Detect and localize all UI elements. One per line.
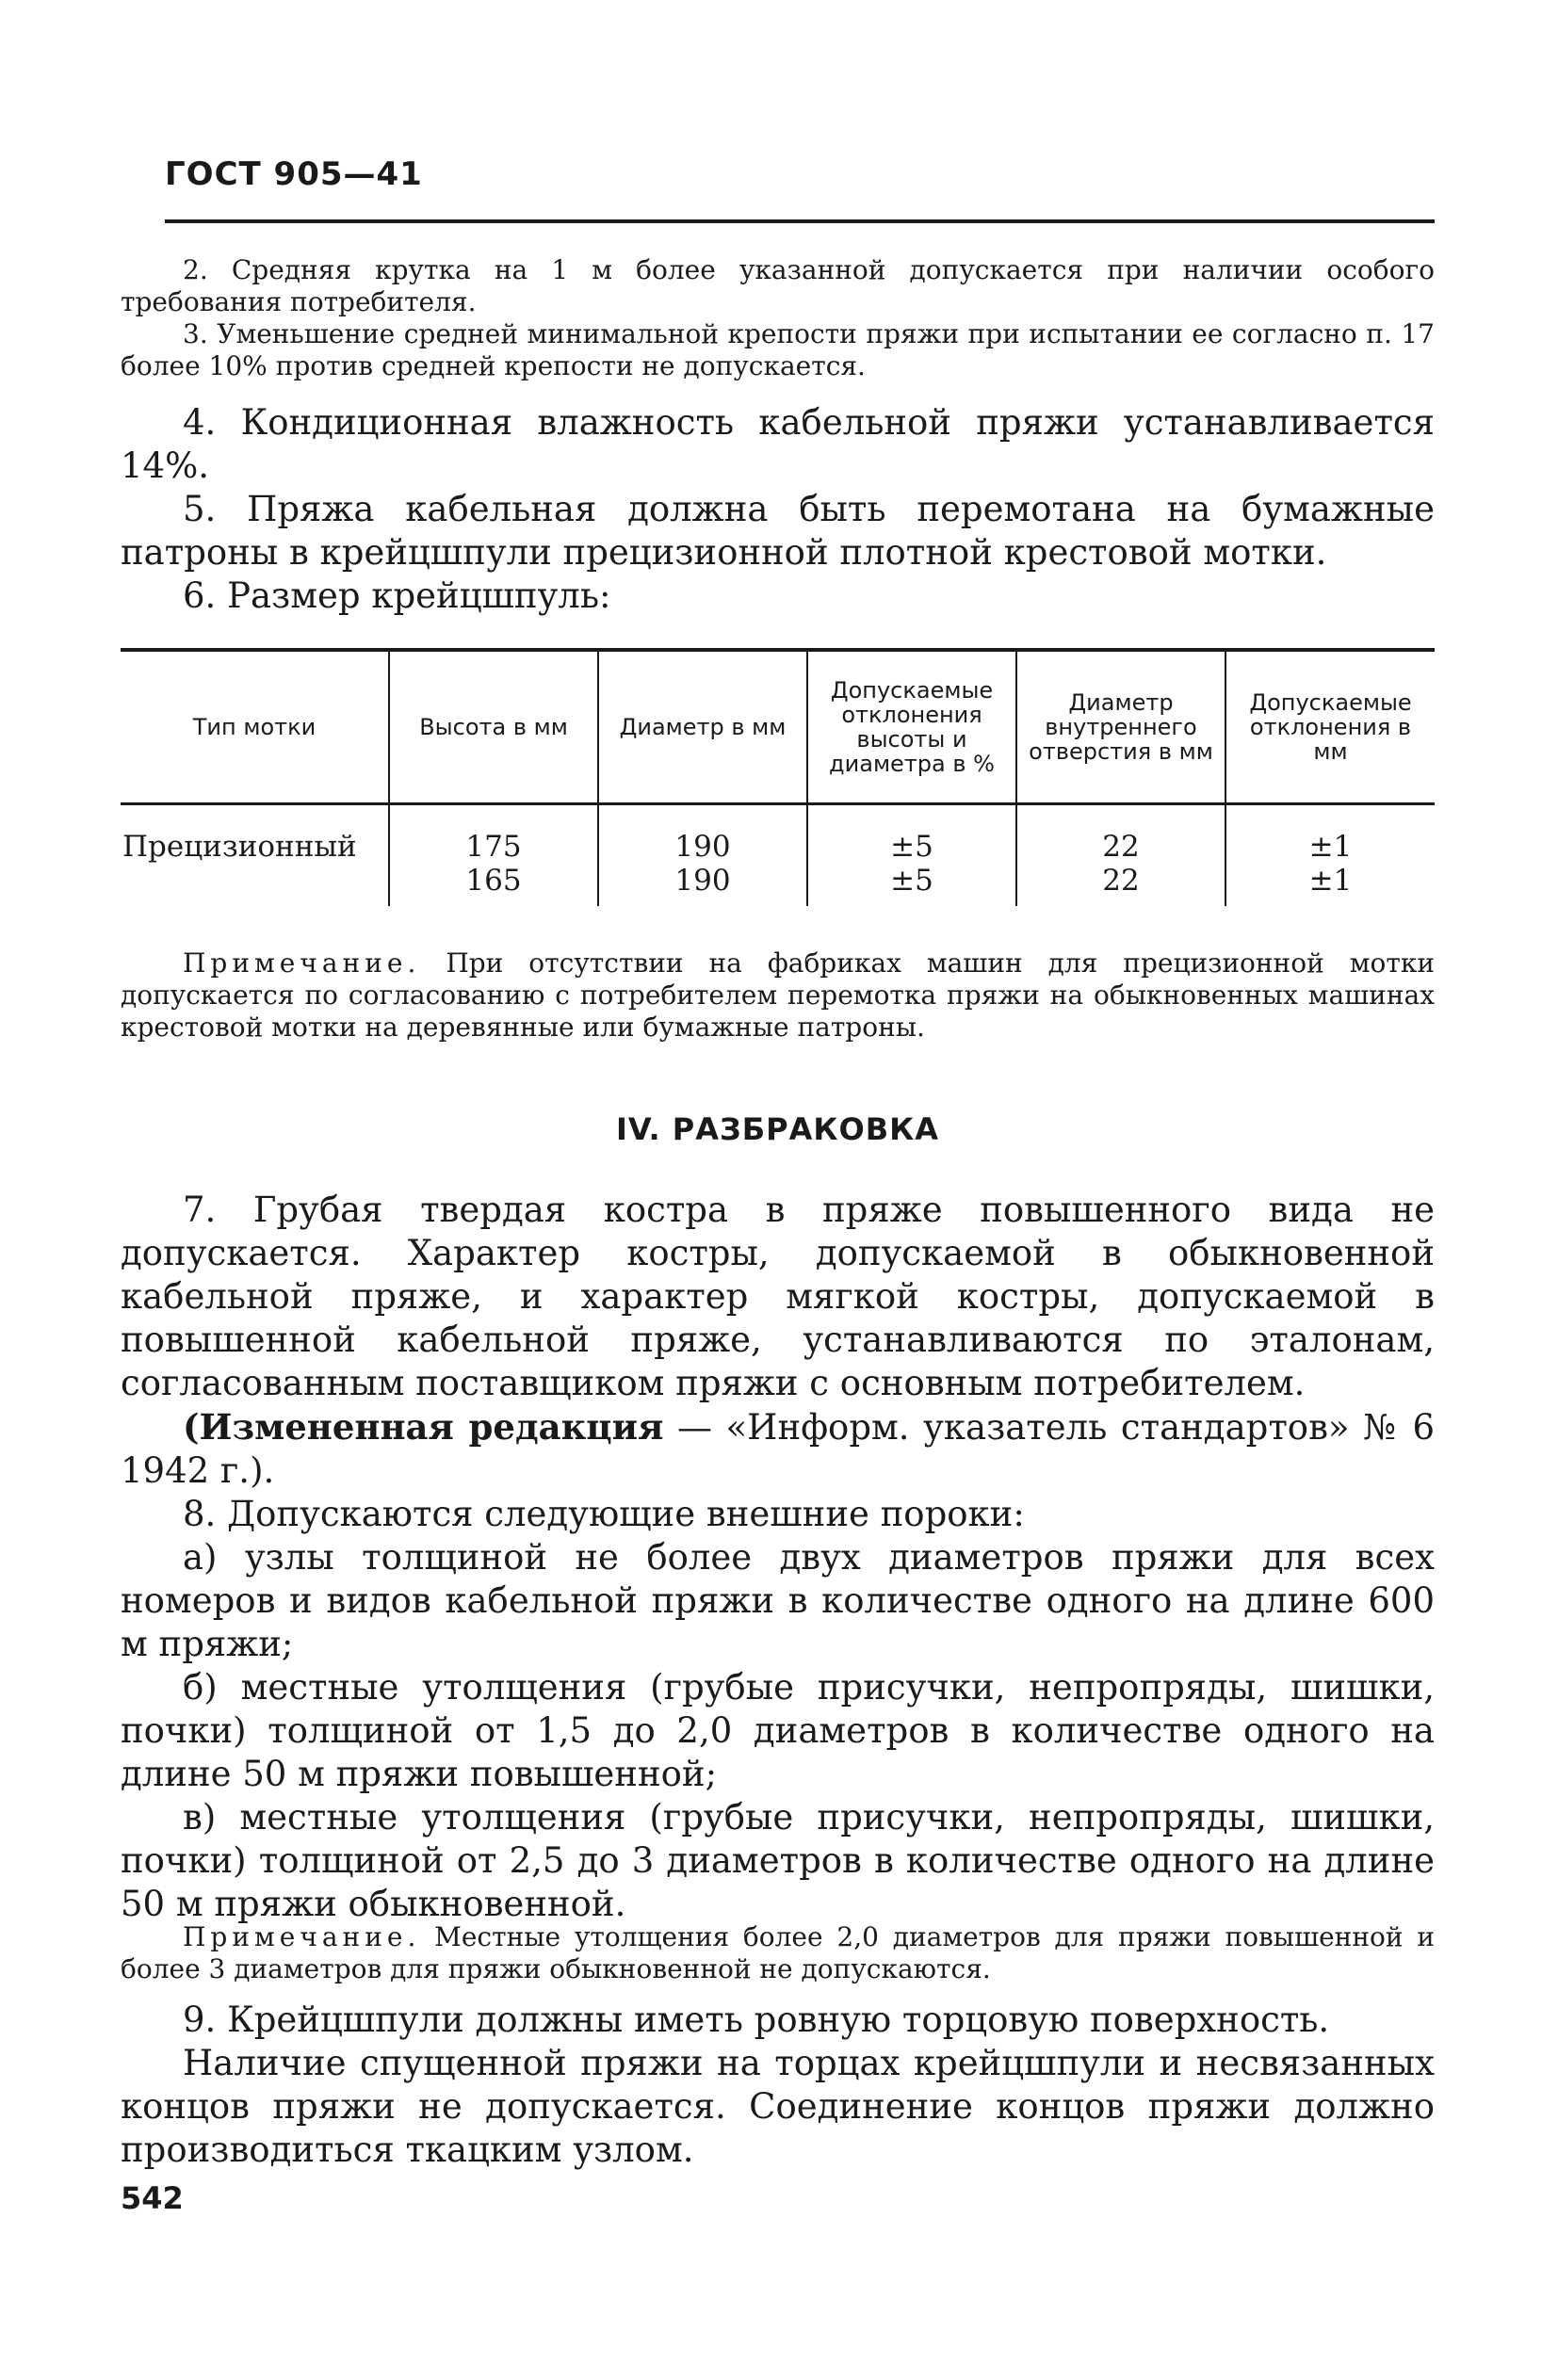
list-item: а) узлы толщиной не более двух диаметров пряжи для всех номеров и видов кабельной пряжи в количестве одного на длине 600 м пряжи;	[121, 1537, 1435, 1664]
cell-inner-diameter: 22 22	[1016, 804, 1225, 907]
list-item: в) местные утолщения (грубые присучки, непропряды, шишки, почки) толщиной от 2,5 до 3 диаметров в количестве одного на длине 50 м пряжи обыкновенной.	[121, 1797, 1435, 1924]
column-header: Диаметр в мм	[598, 650, 807, 804]
column-header: Диаметр внутреннего отверстия в мм	[1016, 650, 1225, 804]
table-header-row	[121, 650, 1435, 804]
amendment-label: (Измененная редакция	[183, 1406, 664, 1448]
column-header: Высота в мм	[389, 650, 598, 804]
paragraph: 5. Пряжа кабельная должна быть перемотана на бумажные патроны в крейцшпули прецизионной плотной крестовой мотки.	[121, 489, 1435, 573]
paragraph: 9. Крейцшпули должны иметь ровную торцовую поверхность.	[183, 2000, 1330, 2040]
paragraph: 6. Размер крейцшпуль:	[183, 575, 611, 616]
cell-diameter: 190 190	[598, 804, 807, 907]
top-paragraphs	[121, 401, 1435, 618]
cell-height: 175 165	[389, 804, 598, 907]
page-header: ГОСТ 905—41	[165, 155, 423, 193]
header-rule	[165, 219, 1435, 223]
note-label: Примечание.	[183, 947, 421, 979]
note-item: 2. Средняя крутка на 1 м более указанной допускается при наличии особого требования потребителя.	[121, 254, 1435, 317]
table-note	[121, 947, 1435, 1044]
paragraph: 4. Кондиционная влажность кабельной пряжи устанавливается 14%.	[121, 402, 1435, 486]
cell-type: Прецизионный	[122, 830, 357, 864]
note-label: Примечание.	[183, 1921, 421, 1952]
amendment-text: — «Информ. указатель стандартов» № 6 1942 г.).	[121, 1407, 1435, 1491]
list-item: б) местные утолщения (грубые присучки, непропряды, шишки, почки) толщиной от 1,5 до 2,0 диаметров в количестве одного на длине 50 м пряжи повышенной;	[121, 1667, 1435, 1794]
note-item: 3. Уменьшение средней минимальной крепости пряжи при испытании ее согласно п. 17 более 10% против средней крепости не допускается.	[121, 318, 1435, 381]
paragraph-7: 7. Грубая твердая костра в пряже повышенного вида не допускается. Характер костры, допускаемой в обыкновенной кабельной пряже, и характер мягкой костры, допускаемой в повышенной кабельной пряже, устанавливаются по эталонам, согласованным поставщиком пряжи с основным потребителем.	[121, 1190, 1435, 1403]
section-title: IV. РАЗБРАКОВКА	[615, 1111, 940, 1147]
table-row	[121, 804, 1435, 907]
defects-note	[121, 1921, 1435, 1985]
column-header: Допускаемые отклонения высоты и диаметра в %	[807, 650, 1016, 804]
paragraph-9	[121, 1999, 1435, 2172]
column-header: Допускаемые отклонения в мм	[1225, 650, 1435, 804]
page-number: 542	[121, 2180, 184, 2216]
cell-deviation-mm: ±1 ±1	[1225, 804, 1435, 907]
top-notes	[121, 254, 1435, 382]
note-text: Местные утолщения более 2,0 диаметров для пряжи повышенной и более 3 диаметров для пряжи обыкновенной не допускаются.	[121, 1921, 1435, 1984]
column-header: Тип мотки	[121, 650, 389, 804]
spool-size-table	[121, 648, 1435, 906]
paragraph-8: 8. Допускаются следующие внешние пороки:	[183, 1494, 1025, 1534]
cell-deviation-percent: ±5 ±5	[807, 804, 1016, 907]
main-body	[121, 1189, 1435, 1926]
note-text: При отсутствии на фабриках машин для прецизионной мотки допускается по согласованию с потребителем перемотка пряжи на обыкновенных машинах крестовой мотки на деревянные или бумажные патроны.	[121, 947, 1435, 1043]
paragraph: Наличие спущенной пряжи на торцах крейцшпули и несвязанных концов пряжи не допускается. Соединение концов пряжи должно производиться ткацким узлом.	[121, 2043, 1435, 2170]
